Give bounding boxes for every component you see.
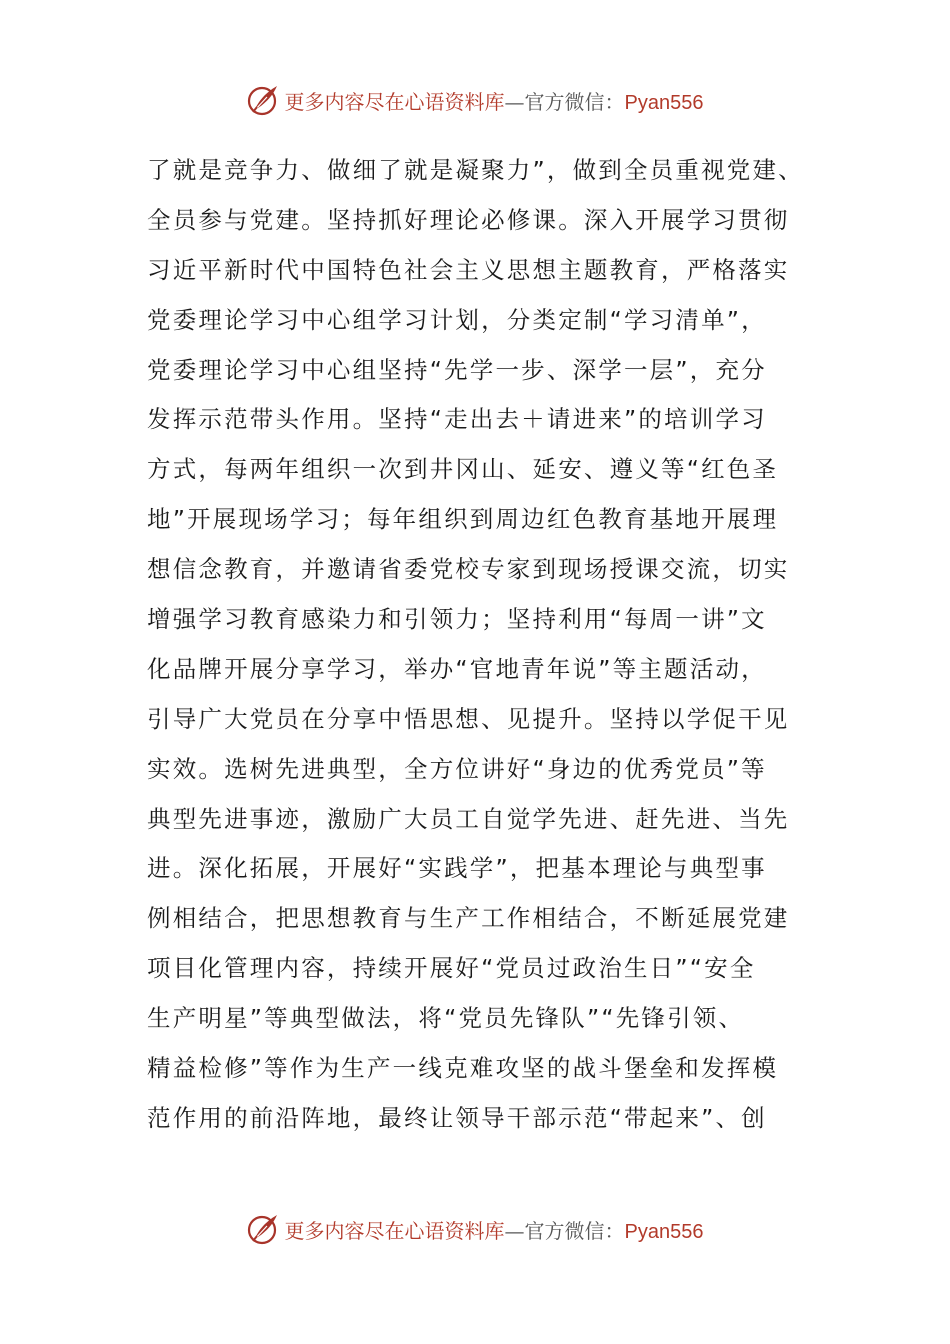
body-line: 了就是竞争力、做细了就是凝聚力”，做到全员重视党建、 — [147, 156, 804, 184]
body-line: 实效。选树先进典型，全方位讲好“身边的优秀党员”等 — [147, 754, 767, 783]
body-line: 想信念教育，并邀请省委党校专家到现场授课交流，切实 — [147, 555, 790, 584]
footer-banner — [0, 1209, 950, 1249]
body-line: 方式，每两年组织一次到井冈山、延安、遵义等“红色圣 — [147, 455, 779, 484]
header-wechat-id: Pyan556 — [624, 91, 704, 114]
body-line: 例相结合，把思想教育与生产工作相结合，不断延展党建 — [147, 904, 790, 933]
body-line: 项目化管理内容，持续开展好“党员过政治生日”“安全 — [147, 954, 756, 983]
quill-logo-icon — [247, 83, 281, 117]
footer-text — [285, 1215, 704, 1244]
body-line: 增强学习教育感染力和引领力；坚持利用“每周一讲”文 — [147, 605, 767, 634]
body-paragraph — [147, 146, 807, 1144]
header-wechat-label: 官方微信： — [524, 89, 625, 114]
body-line: 化品牌开展分享学习，举办“官地青年说”等主题活动， — [147, 654, 767, 683]
footer-main-text: 更多内容尽在心语资料库 — [284, 1218, 505, 1243]
body-line: 进。深化拓展，开展好“实践学”，把基本理论与典型事 — [147, 854, 767, 883]
header-separator: — — [504, 89, 525, 114]
header-text — [285, 86, 704, 115]
body-line: 引导广大党员在分享中悟思想、见提升。坚持以学促干见 — [147, 704, 790, 733]
footer-wechat-id: Pyan556 — [624, 1220, 704, 1243]
header-banner — [0, 80, 950, 120]
body-line: 党委理论学习中心组学习计划，分类定制“学习清单”， — [147, 305, 767, 334]
footer-wechat-label: 官方微信： — [524, 1218, 625, 1243]
body-line: 范作用的前沿阵地，最终让领导干部示范“带起来”、创 — [147, 1103, 767, 1132]
body-line: 精益检修”等作为生产一线克难攻坚的战斗堡垒和发挥模 — [147, 1054, 779, 1083]
body-line: 生产明星”等典型做法，将“党员先锋队”“先锋引领、 — [147, 1004, 745, 1033]
body-line: 全员参与党建。坚持抓好理论必修课。深入开展学习贯彻 — [147, 205, 790, 234]
body-line: 习近平新时代中国特色社会主义思想主题教育，严格落实 — [147, 255, 790, 284]
footer-separator: — — [504, 1218, 525, 1243]
quill-logo-icon — [247, 1212, 281, 1246]
body-line: 发挥示范带头作用。坚持“走出去＋请进来”的培训学习 — [147, 405, 767, 434]
body-line: 地”开展现场学习；每年组织到周边红色教育基地开展理 — [147, 505, 779, 534]
header-main-text: 更多内容尽在心语资料库 — [284, 89, 505, 114]
body-line: 党委理论学习中心组坚持“先学一步、深学一层”，充分 — [147, 355, 767, 384]
body-line: 典型先进事迹，激励广大员工自觉学先进、赶先进、当先 — [147, 804, 790, 833]
